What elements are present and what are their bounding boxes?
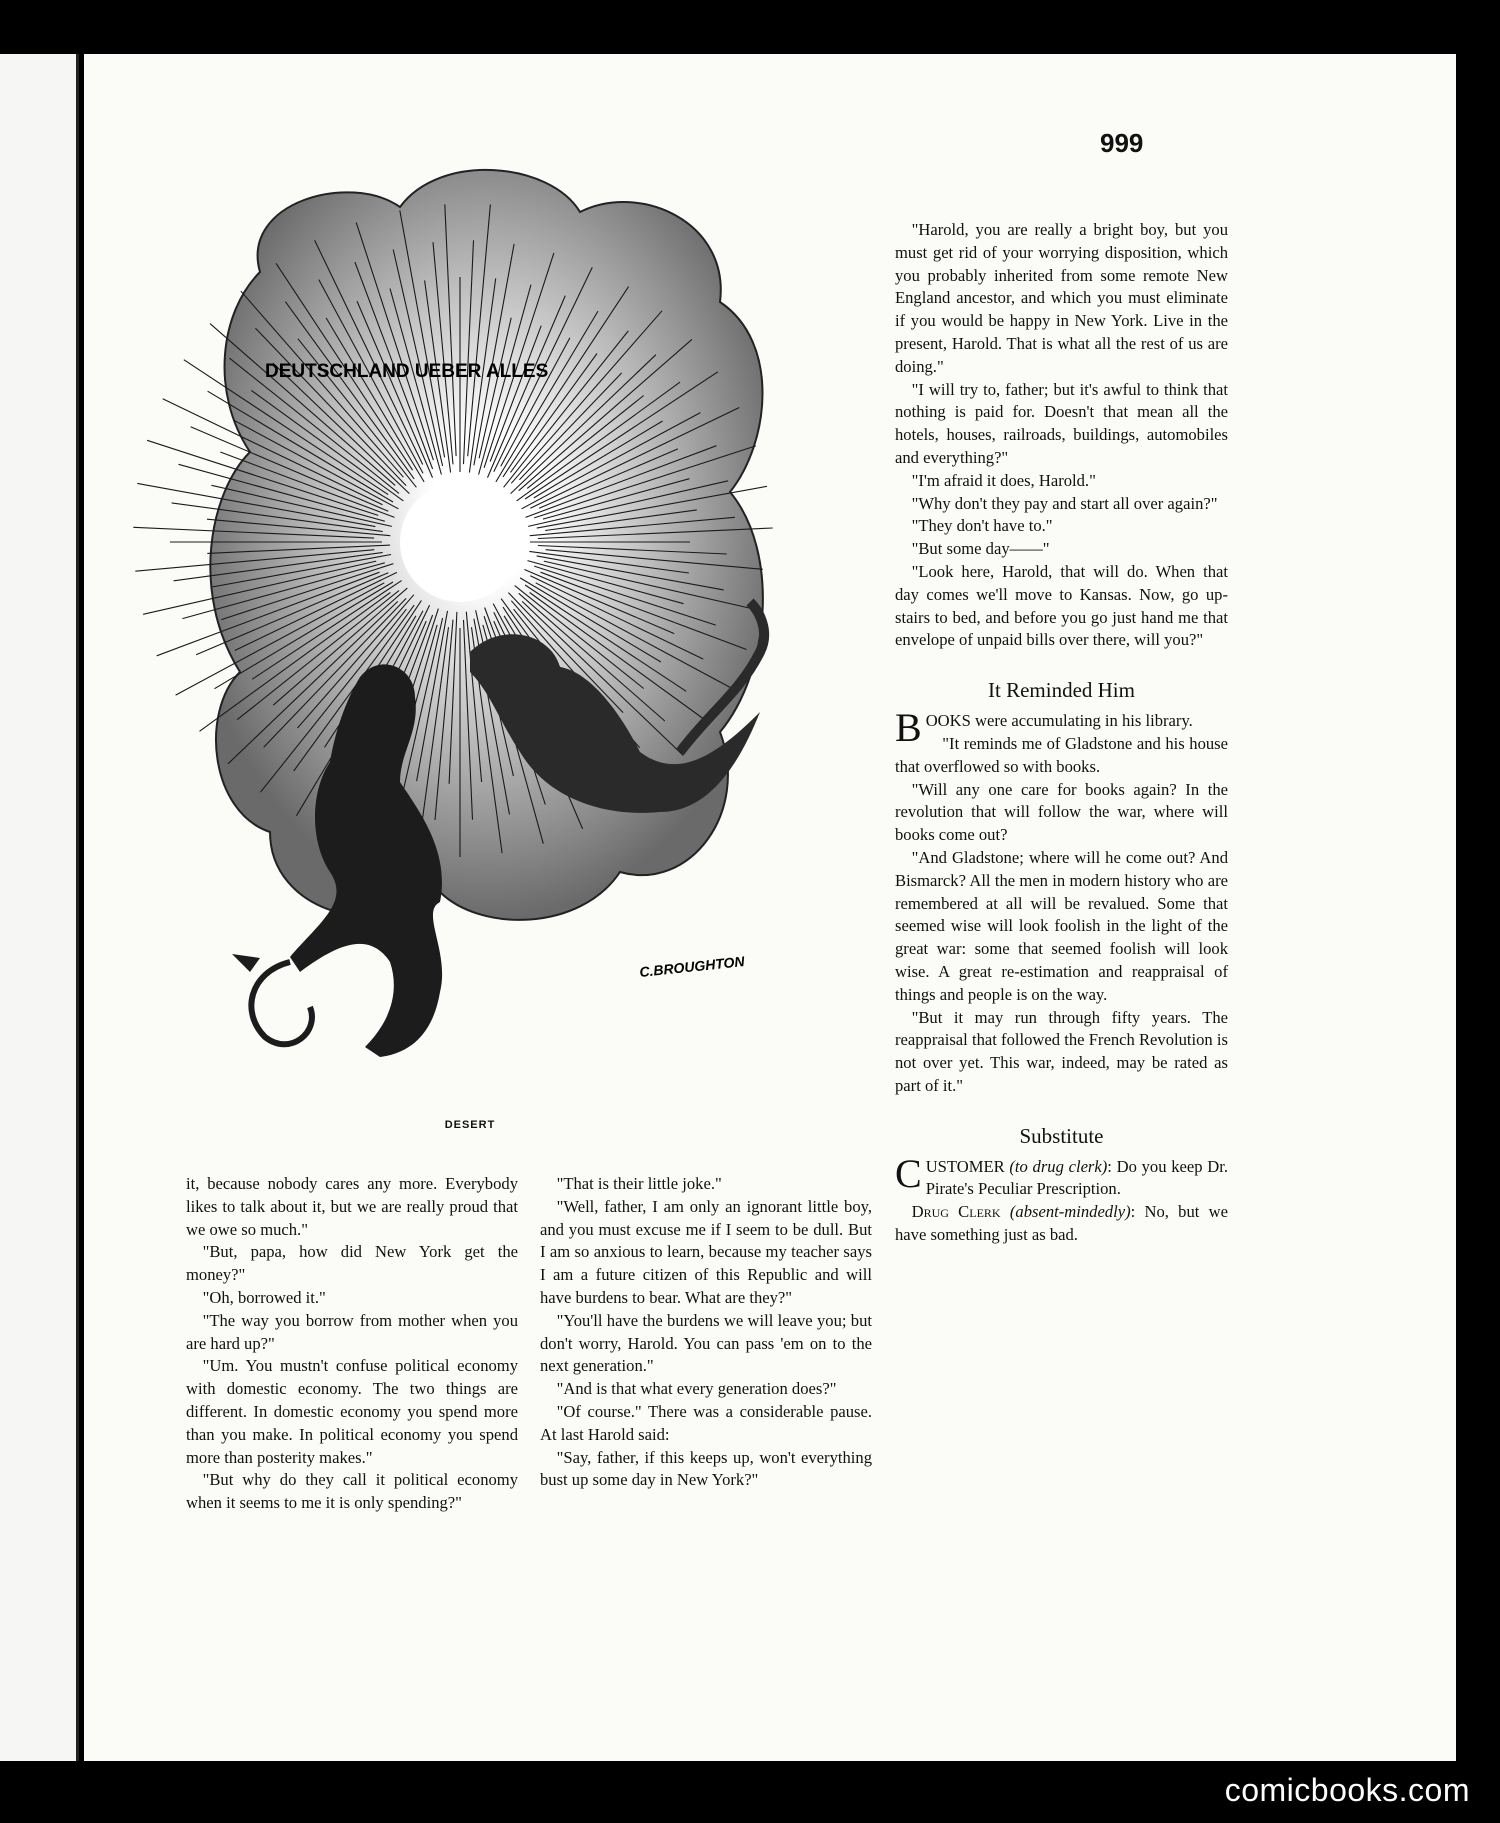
paragraph: "I will try to, father; but it's awful to think that nothing is paid for. Doesn't that mean all the hotels, houses, railroads, buildings, automobiles and everything?": [895, 379, 1228, 467]
previous-page-edge: [0, 54, 79, 1761]
banner-text: DEUTSCHLAND UEBER ALLES: [265, 361, 549, 382]
paragraph: "You'll have the burdens we will leave you; but don't worry, Harold. You can pass 'em on to the next generation.": [540, 1310, 872, 1376]
illustration-caption: DESERT: [444, 1119, 496, 1131]
paragraph: "But some day——": [911, 539, 1050, 559]
section-heading-substitute: Substitute: [1019, 1123, 1104, 1148]
paragraph: "They don't have to.": [911, 516, 1053, 536]
paragraph: "And is that what every generation does?": [556, 1379, 837, 1399]
middle-text-column: [540, 1173, 872, 1492]
paragraph: it, because nobody cares any more. Everybody likes to talk about it, but we are really proud that we owe so much.": [186, 1174, 518, 1239]
speaker-customer: USTOMER: [925, 1156, 1010, 1176]
cartoon-illustration: [120, 112, 800, 1132]
paragraph: "Harold, you are really a bright boy, but you must get rid of your worrying disposition, which you probably inherited from some remote New England ancestor, and which you must eliminate if you would be happy in New York. Live in the present, Harold. That is what all the rest of us are doing.": [895, 220, 1228, 376]
drop-cap: C: [895, 1150, 922, 1196]
stage-direction: (absent-mindedly): [1009, 1202, 1131, 1222]
section-heading-it-reminded-him: It Reminded Him: [988, 678, 1135, 703]
left-text-column: [186, 1173, 518, 1515]
paragraph: "Well, father, I am only an ignorant little boy, and you must excuse me if I seem to be dull. But I am so anxious to learn, because my teacher says I am a future citizen of this Republic and will have burdens to bear. What are they?": [540, 1196, 872, 1307]
paragraph: "But, papa, how did New York get the money?": [186, 1242, 518, 1285]
paragraph: "Oh, borrowed it.": [202, 1287, 326, 1307]
speaker-drug-clerk: Drug Clerk: [911, 1202, 1001, 1222]
paragraph: "That is their little joke.": [556, 1174, 722, 1193]
light-source: [400, 482, 520, 602]
paragraph: "I'm afraid it does, Harold.": [911, 470, 1096, 490]
paragraph-text: OOKS were accumulating in his library.: [925, 711, 1193, 731]
paragraph: "Of course." There was a considerable pause. At last Harold said:: [540, 1401, 872, 1444]
paragraph: "But it may run through fifty years. The reappraisal that followed the French Revolution is not over yet. This war, indeed, may be rated as part of it.": [895, 1007, 1228, 1095]
paragraph: "Look here, Harold, that will do. When that day comes we'll move to Kansas. Now, go up-stairs to bed, and before you go just hand me that envelope of unpaid bills over there, will you?": [895, 561, 1228, 650]
watermark: comicbooks.com: [1224, 1772, 1470, 1808]
paragraph-text: : Do you keep Dr. Pirate's Peculiar Prescription.: [925, 1156, 1228, 1199]
page-number: 999: [1100, 128, 1144, 158]
right-text-column: [895, 219, 1228, 1247]
paragraph: "Say, father, if this keeps up, won't everything bust up some day in New York?": [540, 1447, 872, 1490]
artist-signature: C.BROUGHTON: [638, 953, 746, 980]
paragraph: "The way you borrow from mother when you are hard up?": [186, 1310, 518, 1353]
paragraph: "It reminds me of Gladstone and his house that overflowed so with books.: [895, 733, 1228, 776]
paragraph-text: : No, but we have something just as bad.: [895, 1202, 1229, 1245]
paragraph: "Will any one care for books again? In the revolution that will follow the war, where will books come out?: [895, 779, 1228, 845]
paragraph-with-dropcap: [895, 705, 1228, 751]
paragraph-with-dropcap: [895, 1150, 1228, 1202]
paragraph: [895, 1201, 1228, 1247]
drop-cap: B: [895, 705, 922, 751]
paragraph: "Why don't they pay and start all over again?": [911, 493, 1218, 513]
paragraph: "But why do they call it political economy when it seems to me it is only spending?": [186, 1470, 518, 1513]
paragraph: "And Gladstone; where will he come out? And Bismarck? All the men in modern history who are remembered at all will be revalued. Some that seemed wise will look foolish in the light of the great war: some that seemed foolish will look wise. A great re-estimation and reappraisal of things and people is on the way.: [895, 847, 1228, 1004]
stage-direction: (to drug clerk): [1009, 1156, 1108, 1176]
paragraph: "Um. You mustn't confuse political economy with domestic economy. The two things are different. In domestic economy you spend more than you make. In political economy you spend more than posterity makes.": [186, 1356, 518, 1467]
